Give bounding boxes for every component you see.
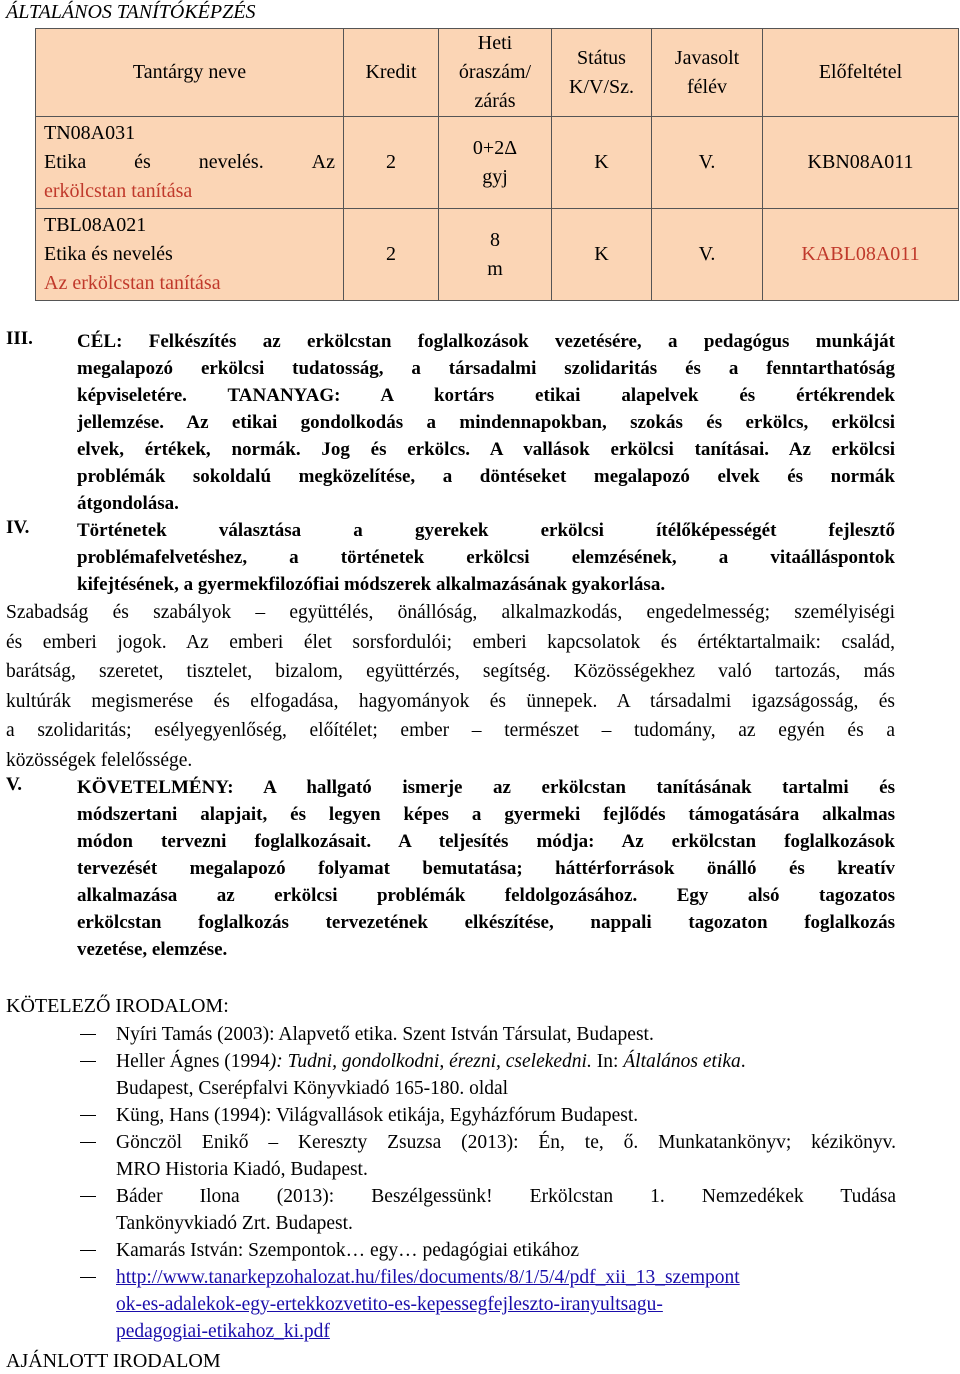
- col-header-hours: Heti óraszám/ zárás: [439, 29, 552, 117]
- page-header-title: ÁLTALÁNOS TANÍTÓKÉPZÉS: [6, 1, 256, 23]
- course-name-cell: TN08A031 Etika és nevelés. Az erkölcstan tanítása: [36, 117, 344, 209]
- credit-cell: 2: [344, 209, 439, 301]
- list-item: Küng, Hans (1994): Világvallások etikája, Egyházfórum Budapest.: [76, 1102, 896, 1129]
- dash-bullet: [80, 1277, 96, 1278]
- col-header-prereq: Előfeltétel: [763, 29, 959, 117]
- section-numeral-iv: IV.: [6, 517, 30, 538]
- col-header-status: Státus K/V/Sz.: [552, 29, 652, 117]
- hours-cell: 0+2Δ gyj: [439, 117, 552, 209]
- section-numeral-iii: III.: [6, 328, 33, 349]
- dash-bullet: [80, 1250, 96, 1251]
- hours-cell: 8 m: [439, 209, 552, 301]
- reference-link-end[interactable]: pedagogiai-etikahoz_ki.pdf: [116, 1321, 330, 1342]
- table-row: [36, 117, 959, 209]
- required-reading-list: [76, 1021, 896, 1345]
- dash-bullet: [80, 1115, 96, 1116]
- dash-bullet: [80, 1061, 96, 1062]
- status-cell: K: [552, 117, 652, 209]
- dash-bullet: [80, 1034, 96, 1035]
- reference-link[interactable]: http://www.tanarkepzohalozat.hu/files/documents/8/1/5/4/pdf_xii_13_szempont: [116, 1267, 740, 1288]
- section-skills: Történetek választása a gyerekek erkölcsi ítélőképességét fejlesztő problémafelvetéshez, a történetek erkölcsi elemzésének, a vitaálláspontok kifejtésének, a gyermekfilozófiai módszerek alkalmazásának gyakorlása.: [77, 520, 895, 595]
- prereq-cell: KABL08A011: [763, 209, 959, 301]
- reference-link-cont[interactable]: ok-es-adalekok-egy-ertekkozvetito-es-kepessegfejleszto-iranyultsagu-: [116, 1294, 663, 1315]
- section-goal: CÉL: Felkészítés az erkölcstan foglalkozások vezetésére, a pedagógus munkáját megalapozó erkölcsi tudatosság, a társadalmi szolidaritás és a fenntarthatóság képviseletére. TANANYAG: A kortárs etikai alapelvek és értékrendek jellemzése. Az etikai gondolkodás a mindennapokban, szokás és erkölcs, erkölcsi elvek, értékek, normák. Jog és erkölcs. A vallások erkölcsi tanításai. Az erkölcsi problémák sokoldalú megközelítése, a döntéseket megalapozó elvek és normák átgondolása.: [77, 331, 895, 514]
- topics-paragraph: Szabadság és szabályok – együttélés, önállóság, alkalmazkodás, engedelmesség; személyiségi és emberi jogok. Az emberi élet sorsfordulói; emberi kapcsolatok és értéktartalmaik: család, barátság, szeretet, tisztelet, bizalom, együttérzés, segítség. Közösségekhez való tartozás, más kultúrák megismerése és elfogadása, hagyományok és ünnepek. A társadalmi igazságosság, és a szolidaritás; esélyegyenlőség, előítélet; ember – természet – tudomány, az egyén és a közösségek felelőssége.: [6, 602, 895, 771]
- status-cell: K: [552, 209, 652, 301]
- dash-bullet: [80, 1196, 96, 1197]
- course-name-cell: TBL08A021 Etika és nevelés Az erkölcstan tanítása: [36, 209, 344, 301]
- semester-cell: V.: [652, 209, 763, 301]
- col-header-semester: Javasolt félév: [652, 29, 763, 117]
- list-item: Kamarás István: Szempontok… egy… pedagógiai etikához: [76, 1237, 896, 1264]
- recommended-reading-heading: AJÁNLOTT IRODALOM: [6, 1350, 221, 1372]
- semester-cell: V.: [652, 117, 763, 209]
- section-requirements: KÖVETELMÉNY: A hallgató ismerje az erkölcstan tanításának tartalmi és módszertani alapjait, és legyen képes a gyermeki fejlődés támogatására alkalmas módon tervezni foglalkozásait. A teljesítés módja: Az erkölcstan foglalkozások tervezését megalapozó folyamat bemutatása; háttérforrások önálló és kreatív alkalmazása az erkölcsi problémák feldolgozásához. Egy alsó tagozatos erkölcstan foglalkozás tervezetének elkészítése, nappali tagozaton foglalkozás vezetése, elemzése.: [77, 777, 895, 960]
- list-item: Heller Ágnes (1994): Tudni, gondolkodni, érezni, cselekedni. In: Általános etika. Budapest, Cserépfalvi Könyvkiadó 165-180. oldal: [76, 1048, 896, 1102]
- course-table: [35, 28, 959, 301]
- section-numeral-v: V.: [6, 774, 23, 795]
- table-header-row: [36, 29, 959, 117]
- prereq-cell: KBN08A011: [763, 117, 959, 209]
- required-reading-heading: KÖTELEZŐ IRODALOM:: [6, 995, 229, 1017]
- dash-bullet: [80, 1142, 96, 1143]
- list-item: [76, 1264, 896, 1345]
- list-item: Nyíri Tamás (2003): Alapvető etika. Szent István Társulat, Budapest.: [76, 1021, 896, 1048]
- table-row: [36, 209, 959, 301]
- col-header-credit: Kredit: [344, 29, 439, 117]
- list-item: Gönczöl Enikő – Kereszty Zsuzsa (2013): Én, te, ő. Munkatankönyv; kézikönyv. MRO Historia Kiadó, Budapest.: [76, 1129, 896, 1183]
- course-code: TBL08A021: [44, 214, 147, 236]
- list-item: Báder Ilona (2013): Beszélgessünk! Erkölcstan 1. Nemzedékek Tudása Tankönyvkiadó Zrt. Budapest.: [76, 1183, 896, 1237]
- course-code: TN08A031: [44, 122, 136, 144]
- credit-cell: 2: [344, 117, 439, 209]
- col-header-name: Tantárgy neve: [36, 29, 344, 117]
